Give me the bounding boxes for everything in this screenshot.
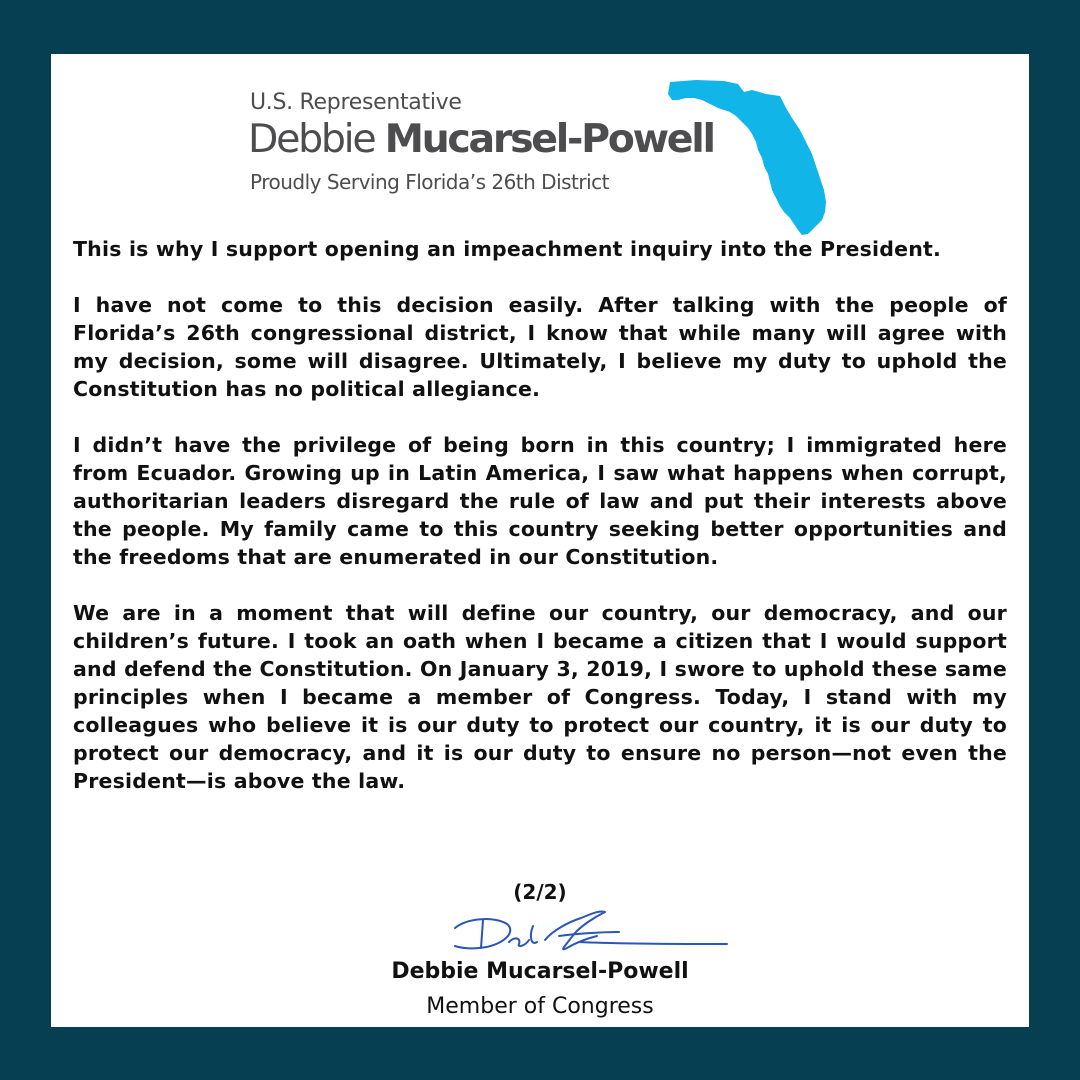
letterhead-name-last: Mucarsel-Powell	[384, 116, 714, 162]
letter-body	[73, 235, 1007, 823]
letter-paragraph-2: I have not come to this decision easily. After talking with the people of Florida’s 26th congressional district, I know that while many will agree with my decision, some will disagree. Ultimately, I believe my duty to uphold the Constitution has no political allegiance.	[73, 293, 1007, 401]
florida-map-icon	[666, 78, 836, 238]
letter-page	[51, 54, 1029, 1027]
signer-name: Debbie Mucarsel-Powell	[391, 959, 689, 984]
letterhead-name-first: Debbie	[248, 116, 385, 162]
letter-paragraph-1: This is why I support opening an impeachment inquiry into the President.	[73, 237, 942, 261]
letterhead-tagline: Proudly Serving Florida’s 26th District	[250, 170, 610, 194]
handwritten-signature	[449, 906, 731, 956]
page-indicator: (2/2)	[513, 880, 567, 904]
letterhead-subtitle: U.S. Representative	[250, 90, 462, 115]
letterhead-name	[248, 116, 714, 163]
letter-paragraph-4: We are in a moment that will define our country, our democracy, and our children’s future. I took an oath when I became a citizen that I would support and defend the Constitution. On January 3, 2019, I swore to uphold these same principles when I became a member of Congress. Today, I stand with my colleagues who believe it is our duty to protect our country, it is our duty to protect our democracy, and it is our duty to ensure no person—not even the President—is above the law.	[73, 601, 1007, 793]
letter-paragraph-3: I didn’t have the privilege of being born in this country; I immigrated here from Ecuador. Growing up in Latin America, I saw what happens when corrupt, authoritarian leaders disregard the rule of law and put their interests above the people. My family came to this country seeking better opportunities and the freedoms that are enumerated in our Constitution.	[73, 433, 1007, 569]
signer-title: Member of Congress	[426, 994, 654, 1019]
letterhead	[51, 54, 1029, 239]
